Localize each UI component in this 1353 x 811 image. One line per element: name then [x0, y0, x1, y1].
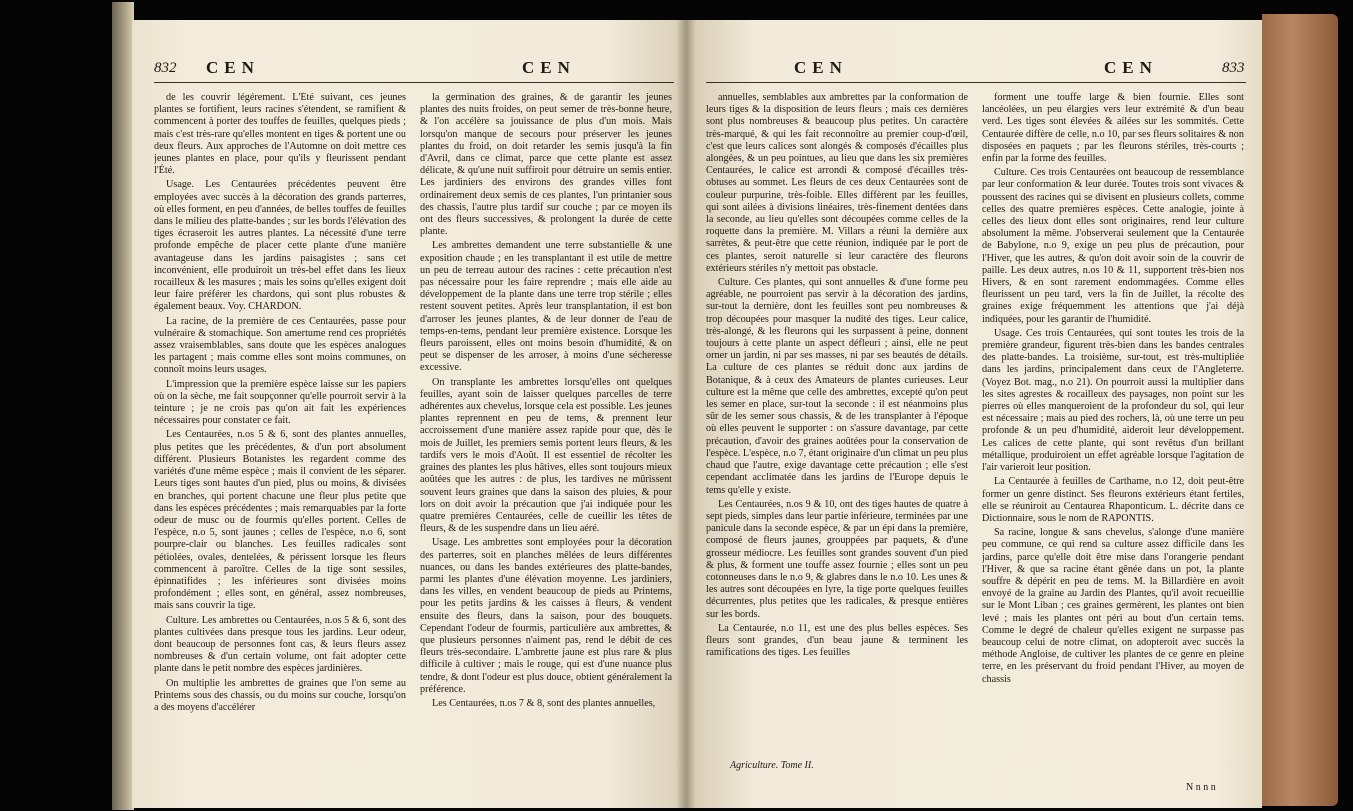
paragraph: Les ambrettes demandent une terre substantielle & une exposition chaude ; en les transplantant il est utile de mettre un peu de terreau autour des racines : cette précaution n'est pas nécessaire pour les faire reprendre ; mais elle aide au développement de la plante dans une terre trop stérile ; elles restent souvent petites. Après leur transplantation, il est bon d'arroser les jeunes plantes, & de leur donner de l'eau de temps-en-tems, pendant leur première existence. Lorsque les fleurs paroissent, elles ont moins besoin d'humidité, & on peut se dispenser de les arroser, à moins d'une sécheresse excessive.: [420, 240, 672, 374]
page-number-right: 833: [1222, 60, 1245, 76]
paragraph: La racine, de la première de ces Centaurées, passe pour vulnéraire & stomachique. Son amertume rend ces propriétés assez vraisemblables, sans doute que les espèces analogues les partagent ; mais comme elles sont moins communes, on connoît moins leurs usages.: [154, 315, 406, 376]
paragraph: forment une touffe large & bien fournie. Elles sont lancéolées, un peu élargies vers leur extrémité & d'un beau verd. Les tiges sont élevées & ailées sur les sommités. Cette Centaurée diffère de celle, n.o 10, par ses fleurs solitaires & non disposées en paquets ; par les fleurons stériles, très-courts ; enfin par la forme des feuilles.: [982, 92, 1244, 165]
paragraph: la germination des graines, & de garantir les jeunes plantes des nuits froides, on peut semer de très-bonne heure, & l'on accélère sa jouissance de plus d'un mois. Mais lorsqu'on manque de secours pour préserver les jeunes plantes du froid, on doit retarder les semis jusqu'à la fin d'Avril, dans ce climat, parce que cette plante est assez délicate, & qu'une nuit suffiroit pour détruire un semis entier. Les jardiniers des environs des grandes villes font ordinairement deux semis de ces plantes, l'un printanier sous des chassis, l'autre plus tardif sur couche ; par ce moyen ils ont des fleurs successives, & prolongent la durée de cette plante.: [420, 92, 672, 238]
book-cover-edge: [1262, 14, 1338, 806]
left-page-edge: [112, 2, 134, 810]
right-page-column-2: [982, 92, 1244, 782]
running-head-left-2: CEN: [522, 58, 576, 77]
paragraph: Culture. Ces plantes, qui sont annuelles & d'une forme peu agréable, ne pourroient pas servir à la décoration des jardins, sur-tout la dernière, dont les feuilles sont peu nombreuses & trop découpées pour masquer la nudité des tiges. Leur calice, très-alongé, & les fleurons qui les surpassent à peine, donnent toujours à cette plante un aspect défleuri ; ainsi, elle ne peut orner un jardin, ni par ses masses, ni par ses beautés de détails. La culture de ces plantes se réduit donc aux jardins de Botanique, & à ceux des Amateurs de plantes curieuses. Leur culture est la même que celle des ambrettes, excepté qu'on peut les semer en place, sur-tout la seconde : il est néanmoins plus sûr de les semer sous chassis, & de les transplanter à l'époque où elles peuvent le supporter : on s'assure davantage, par cette précaution, d'avoir des graines aoûtées pour la conservation de l'espèce. L'espèce, n.o 7, étant originaire d'un climat un peu plus chaud que l'autre, exige davantage cette précaution ; elle s'est cependant acclimatée dans les jardins de l'Europe depuis le tems qu'elle y existe.: [706, 277, 968, 496]
paragraph: La Centaurée, n.o 11, est une des plus belles espèces. Ses fleurs sont grandes, d'un beau jaune & terminent les ramifications des tiges. Les feuilles: [706, 622, 968, 659]
paragraph: Les Centaurées, n.os 5 & 6, sont des plantes annuelles, plus petites que les précédentes, & d'un port absolument différent. Plusieurs Botanistes les regardent comme des variétés d'une même espèce ; mais il convient de les séparer. Leurs tiges sont hautes d'un pied, plus ou moins, & divisées en branches, qui portent chacune une fleur plus petite que dans les espèces précédentes ; mais remarquables par la forte odeur de musc ou de fourmis qu'elles portent. Celles de l'espèce, n.o 5, sont jaunes ; celles de l'espèce, n.o 6, sont pourpre-clair ou blanches. Les feuilles radicales sont pétiolées, ovales, dentelées, & périssent lorsque les fleurs commencent à paroître. Celles de la tige sont sessiles, épinnatifides ; les inférieures sont divisées moins profondément ; elles sont, en général, assez nombreuses, mais sans couvrir la tige.: [154, 429, 406, 612]
paragraph: Culture. Les ambrettes ou Centaurées, n.os 5 & 6, sont des plantes cultivées dans presque tous les jardins. Leur odeur, dont beaucoup de personnes font cas, & leurs fleurs assez nombreuses & d'un certain volume, ont fait adopter cette plante dans le petit nombre des espèces jardinières.: [154, 614, 406, 675]
paragraph: annuelles, semblables aux ambrettes par la conformation de leurs tiges & la disposition de leurs fleurs ; mais ces dernières sont plus nombreuses & beaucoup plus petites. Un caractère très-marqué, & qui les fait reconnoître au premier coup-d'œil, c'est que leurs calices sont alongés & composés d'écailles plus alongées, & un peu pointues, au lieu que dans les six premières Centaurées, le calice est arrondi & composé d'écailles très-obtuses au sommet. Les fleurs de ces deux Centaurées sont de couleur purpurine, très-foible. Elles diffèrent par les feuilles, qui sont ailées à divisions linéaires, très-finement dentées dans la seconde, au lieu qu'elles sont découpées comme celles de la roquette dans la première. M. Villars a réuni la dernière aux sarrètes, & peut-être que cette réunion, indiquée par le port de ces plantes, seroit naturelle si leur caractère des fleurons extérieurs stériles n'y mettoit pas obstacle.: [706, 92, 968, 274]
paragraph: Usage. Les Centaurées précédentes peuvent être employées avec succès à la décoration des grands parterres, où elles forment, en peu d'années, de belles touffes de feuilles dans le milieu des platte-bandes ; sur les bords l'élévation des tiges écraseroit les autres plantes. La nécessité d'une terre profonde empêche de placer cette plante d'une manière avantageuse dans les jardins paisagistes ; sans cet inconvénient, elle produiroit un très-bel effet dans les lieux rocailleux & les masures ; mais les soins qu'elles exigent doit leur faire préférer les chardons, qui sont plus robustes & également beaux. Voy. CHARDON.: [154, 179, 406, 313]
right-page: [686, 20, 1262, 808]
paragraph: On multiplie les ambrettes de graines que l'on seme au Printems sous des chassis, ou du moins sur couche, lorsqu'on a des moyens d'accélérer: [154, 677, 406, 713]
running-head-left-1: CEN: [206, 58, 260, 77]
paragraph: Usage. Ces trois Centaurées, qui sont toutes les trois de la première grandeur, figurent très-bien dans les bandes centrales des platte-bandes. La troisième, sur-tout, est très-multipliée dans les jardins, principalement dans ceux de l'Angleterre. (Voyez Bot. mag., n.o 21). On pourroit aussi la multiplier dans les sites agrestes & rocailleux des paysages, non point sur les pierres où elles manqueroient de la profondeur du sol, qui leur est nécessaire ; mais au pied des rochers, là, où une terre un peu profonde & un peu d'humidité, aideroit leur développement. Les calices de cette plante, qui sont revêtus d'un brillant métallique, produiroient un effet agréable lorsque l'agitation de l'air varieroit leur position.: [982, 327, 1244, 474]
left-page: [132, 20, 686, 808]
right-page-column-1: [706, 92, 968, 757]
paragraph: Les Centaurées, n.os 9 & 10, ont des tiges hautes de quatre à sept pieds, simples dans leur partie inférieure, terminées par une panicule dans la seconde espèce, & par un épi dans la première, composé de fleurs jaunes, grouppées par paquets, & d'une grosseur médiocre. Les feuilles sont grandes souvent d'un pied & plus, & forment une touffe assez fournie ; elles sont un peu cotonneuses dans le n.o 9, & glabres dans le n.o 10. Les unes & les autres sont découpées en lyre, la tige porte quelques feuilles décurrentes, plus petites que les radicales, & presque entières sur les bords.: [706, 498, 968, 620]
header-rule-left: [154, 82, 674, 83]
running-head-right-2: CEN: [1104, 58, 1158, 77]
page-number-left: 832: [154, 60, 177, 76]
running-head-right-1: CEN: [794, 58, 848, 77]
left-page-column-1: [154, 92, 406, 782]
paragraph: On transplante les ambrettes lorsqu'elles ont quelques feuilles, ayant soin de laisser quelques parcelles de terre adhérentes aux chevelus, lorsque cela est possible. Les jeunes plantes reprennent en peu de tems, & prennent leur accroissement d'une manière assez rapide pour que, dès le mois de Juillet, les premiers semis portent leurs fleurs, & les tardifs vers le mois d'Août. Il est essentiel de récolter les graines des plantes les plus hâtives, elles sont toujours mieux aoûtées que les autres : de plus, les tardives ne mûrissent souvent leurs graines que dans la saison des pluies, & pour lors on doit avoir la précaution que j'ai indiquée pour les quatre premières Centaurées, celle de cueillir les têtes de fleurs, & de les suspendre dans un lieu aéré.: [420, 376, 672, 535]
paragraph: Sa racine, longue & sans chevelus, s'alonge d'une manière peu commune, ce qui rend sa culture assez difficile dans les jardins, parce qu'elle doit être mise dans l'orangerie pendant l'Hiver, & que sa racine étant gênée dans un pot, la plante souffre & dépérit en peu de tems. M. la Billardière en avoit envoyé de la graine au Jardin des Plantes, qu'il avoit recueillie sur le Mont Liban ; ces graines germèrent, les plantes ont bien levé ; mais les plantes ont péri au bout d'un certain tems. Comme le degré de chaleur qu'elles exigent ne surpasse pas beaucoup celui de notre climat, on adopteroit avec succès la méthode Angloise, de cultiver les plantes de ce genre en pleine terre, en les préservant du froid pendant l'Hiver, au moyen de chassis: [982, 527, 1244, 685]
signature-mark: N n n n: [1186, 782, 1216, 793]
book-gutter: [676, 20, 696, 808]
left-page-column-2: [420, 92, 672, 782]
paragraph: La Centaurée à feuilles de Carthame, n.o 12, doit peut-être former un genre distinct. Ses fleurons extérieurs étant fertiles, elle se réuniroit au Centaurea Rhaponticum. L. décrite dans ce Dictionnaire, sous le nom de RAPONTIS.: [982, 476, 1244, 524]
paragraph: de les couvrir légérement. L'Été suivant, ces jeunes plantes se fortifient, leurs racines s'étendent, se ramifient & commencent à porter des touffes de feuilles, quelques pieds ; mais c'est très-rare qu'elles montent en tiges & portent une ou deux fleurs. Aux approches de l'Automne on doit mettre ces jeunes plantes en place, pour qu'ils y fleurissent pendant l'Été.: [154, 92, 406, 177]
paragraph: Usage. Les ambrettes sont employées pour la décoration des parterres, soit en planches mêlées de leurs différentes nuances, ou dans les bandes extérieures des platte-bandes, parmi les plantes d'une élévation moyenne. Les jardiniers, dans les villes, en vendent beaucoup de pieds au Printems, pour les petits jardins & les caisses à fleurs, & vendent ensuite des fleurs, dans la saison, pour des bouquets. Cependant l'odeur de fourmis, particulière aux ambrettes, & que plusieurs personnes n'aiment pas, rend le débit de ces fleurs très-secondaire. L'ambrette jaune est plus rare & plus difficile à cultiver ; mais le rouge, qui est d'une nuance plus tendre, & dont l'odeur est plus douce, obtient généralement la préférence.: [420, 537, 672, 695]
page-footer: Agriculture. Tome II.: [730, 760, 814, 771]
paragraph: L'impression que la première espèce laisse sur les papiers où on la sèche, me fait soupçonner qu'elle pourroit servir à la teinture ; je ne crois pas qu'on ait fait les expériences nécessaires pour constater ce fait.: [154, 378, 406, 427]
paragraph: Les Centaurées, n.os 7 & 8, sont des plantes annuelles,: [432, 697, 656, 709]
paragraph: Culture. Ces trois Centaurées ont beaucoup de ressemblance par leur conformation & leur durée. Toutes trois sont vivaces & poussent des racines qui se divisent en plusieurs collets, comme celles des quatre premières espèces. Cette analogie, jointe à celles des lieux dont elles sont originaires, rend leur culture absolument la même. J'observerai seulement que la Centaurée de Babylone, n.o 9, exige un peu plus de précaution, pour l'Hiver, que les autres, & qu'on doit avoir soin de la couvrir de paille. Les deux autres, n.os 10 & 11, supportent très-bien nos Hivers, & en sont rarement endommagées. Comme elles fleurissent un peu tard, vers la fin de Juillet, la récolte des graines exige fréquemment les attentions que j'ai déjà indiquées, pour les garantir de l'humidité.: [982, 167, 1244, 325]
header-rule-right: [706, 82, 1246, 83]
